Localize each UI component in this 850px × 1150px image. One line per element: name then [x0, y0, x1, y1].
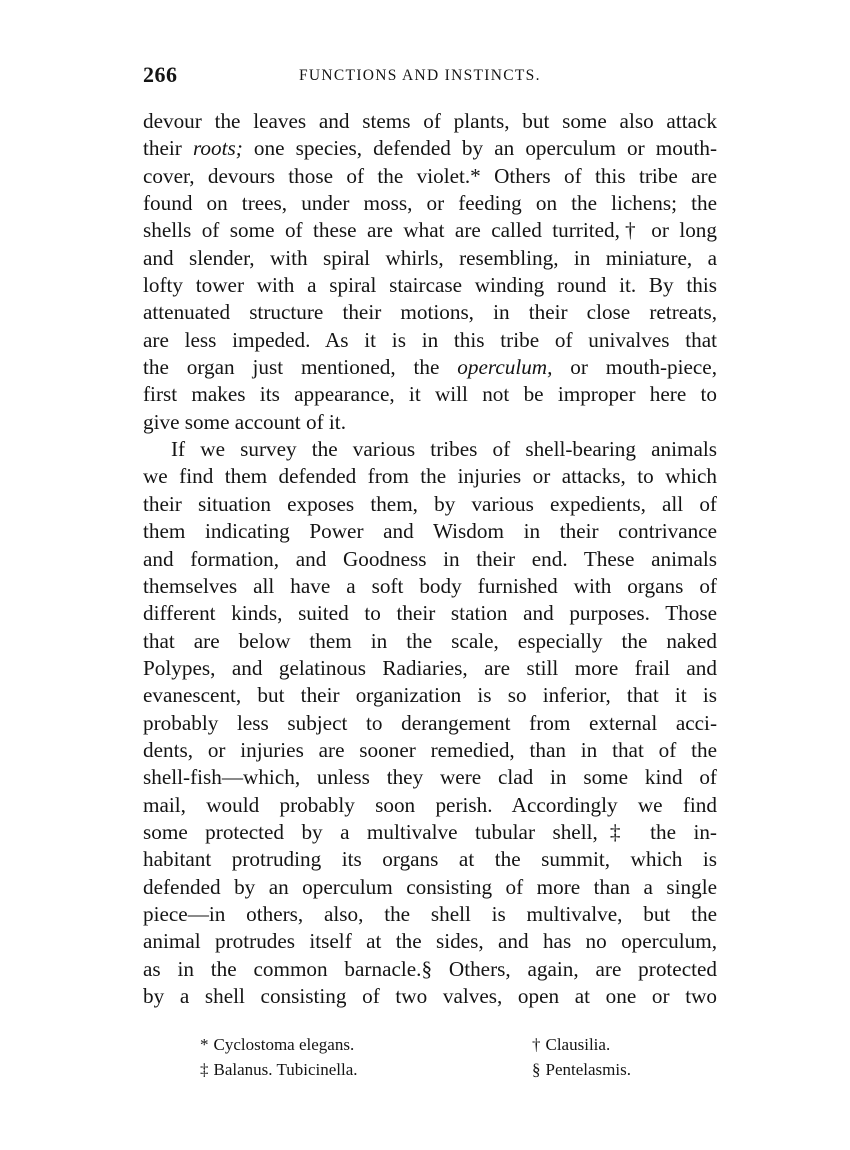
text-line: give some account of it.: [143, 409, 346, 434]
page-number: 266: [143, 62, 178, 87]
text-line: lofty tower with a spiral staircase winding round it. By this: [143, 273, 717, 298]
footnote-text: Cyclostoma elegans.: [213, 1035, 355, 1054]
footnote: [532, 1032, 610, 1057]
italic-term: operculum,: [457, 355, 553, 380]
text-line: first makes its appearance, it will not be improper here to: [143, 382, 717, 407]
text-line: themselves all have a soft body furnished with organs of: [143, 573, 717, 598]
text-line: their situation exposes them, by various expedients, all of: [143, 491, 717, 516]
paragraph-start-line: If we survey the various tribes of shell-bearing animals: [171, 437, 717, 462]
footnotes: [200, 1032, 720, 1082]
text-line: different kinds, suited to their station and purposes. Those: [143, 601, 717, 626]
text-line: mail, would probably soon perish. Accordingly we find: [143, 792, 717, 817]
text-line: as in the common barnacle.§ Others, again, are protected: [143, 956, 717, 981]
footnote-mark: ‡: [200, 1060, 209, 1079]
footnote: [532, 1057, 631, 1082]
text-fragment: one species, defended by an operculum or mouth-: [242, 136, 718, 161]
text-line: that are below them in the scale, especially the naked: [143, 628, 717, 653]
page-header: [143, 62, 717, 92]
text-line: attenuated structure their motions, in their close retreats,: [143, 300, 717, 325]
footnote-text: Pentelasmis.: [545, 1060, 631, 1079]
italic-term: roots;: [192, 136, 243, 161]
text-line: evanescent, but their organization is so inferior, that it is: [143, 683, 717, 708]
text-fragment: the organ just mentioned, the: [143, 355, 458, 380]
text-line: Polypes, and gelatinous Radiaries, are still more frail and: [143, 655, 717, 680]
text-fragment: their: [143, 136, 193, 161]
text-line: are less impeded. As it is in this tribe of univalves that: [143, 327, 717, 352]
text-line: shell-fish—which, unless they were clad in some kind of: [143, 765, 717, 790]
text-line: we find them defended from the injuries or attacks, to which: [143, 464, 717, 489]
text-line: [143, 135, 717, 162]
text-line: some protected by a multivalve tubular shell,‡ the in-: [143, 819, 717, 844]
text-line: shells of some of these are what are called turrited,† or long: [143, 218, 717, 243]
text-line: [143, 354, 717, 381]
text-line: found on trees, under moss, or feeding on the lichens; the: [143, 191, 717, 216]
footnote: [200, 1032, 354, 1057]
text-line: them indicating Power and Wisdom in their contrivance: [143, 519, 717, 544]
footnote-mark: *: [200, 1035, 209, 1054]
footnote-row: [200, 1057, 720, 1082]
footnote-text: Clausilia.: [545, 1035, 611, 1054]
text-line: and slender, with spiral whirls, resembling, in miniature, a: [143, 245, 717, 270]
text-line: dents, or injuries are sooner remedied, than in that of the: [143, 737, 717, 762]
text-line: piece—in others, also, the shell is multivalve, but the: [143, 901, 717, 926]
footnote-text: Balanus. Tubicinella.: [213, 1060, 358, 1079]
text-line: habitant protruding its organs at the summit, which is: [143, 847, 717, 872]
text-line: by a shell consisting of two valves, open at one or two: [143, 984, 717, 1008]
text-line: and formation, and Goodness in their end. These animals: [143, 546, 717, 571]
text-line: devour the leaves and stems of plants, but some also attack: [143, 109, 717, 133]
footnote-mark: §: [532, 1060, 541, 1079]
text-line: defended by an operculum consisting of more than a single: [143, 874, 717, 899]
body-text: [143, 108, 717, 1010]
running-head: FUNCTIONS AND INSTINCTS.: [299, 67, 541, 84]
text-line: animal protrudes itself at the sides, and has no operculum,: [143, 929, 717, 954]
footnote: [200, 1057, 358, 1082]
text-line: cover, devours those of the violet.* Others of this tribe are: [143, 163, 717, 188]
text-line: probably less subject to derangement from external acci-: [143, 710, 717, 735]
text-fragment: or mouth-piece,: [552, 355, 717, 380]
footnote-row: [200, 1032, 720, 1057]
footnote-mark: †: [532, 1035, 541, 1054]
